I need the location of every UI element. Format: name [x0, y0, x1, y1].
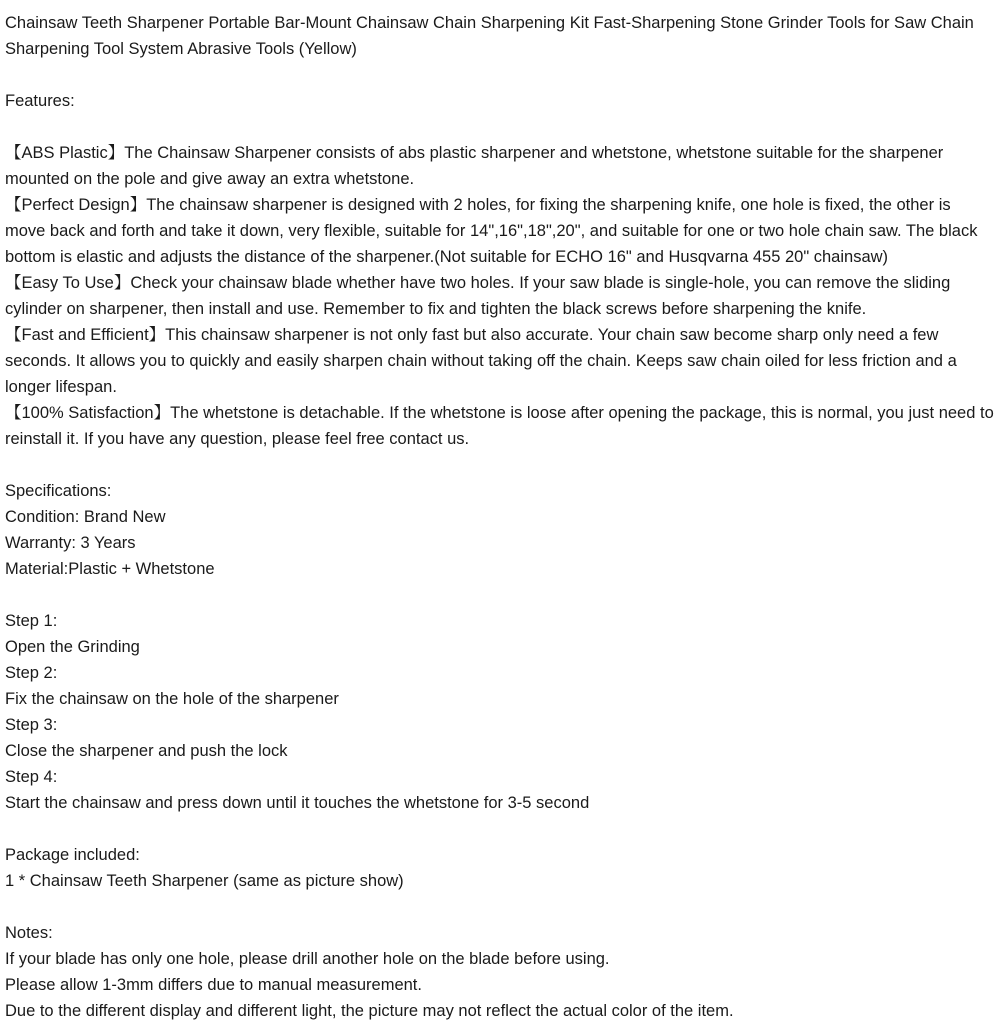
- spacer: [5, 894, 994, 920]
- package-heading: Package included:: [5, 846, 140, 864]
- specification-item: Material:Plastic + Whetstone: [5, 560, 215, 578]
- step-text: Fix the chainsaw on the hole of the sharpener: [5, 690, 339, 708]
- specifications-heading: Specifications:: [5, 482, 112, 500]
- note-item: Due to the different display and different light, the picture may not reflect the actual color of the item.: [5, 1002, 734, 1020]
- notes-heading: Notes:: [5, 924, 53, 942]
- note-item: Please allow 1-3mm differs due to manual measurement.: [5, 976, 422, 994]
- feature-item: 【Perfect Design】The chainsaw sharpener is designed with 2 holes, for fixing the sharpening knife, one hole is fixed, the other is move back and forth and take it down, very flexible, suitable for 14",16",18",20", and suitable for one or two hole chain saw. The black bottom is elastic and adjusts the distance of the sharpener.(Not suitable for ECHO 16" and Husqvarna 455 20" chainsaw): [5, 196, 978, 266]
- specification-item: Warranty: 3 Years: [5, 534, 136, 552]
- feature-item: 【Fast and Efficient】This chainsaw sharpener is not only fast but also accurate. Your chain saw become sharp only need a few seconds. It allows you to quickly and easily sharpen chain without taking off the chain. Keeps saw chain oiled for less friction and a longer lifespan.: [5, 326, 957, 396]
- spacer: [5, 114, 994, 140]
- step-label: Step 4:: [5, 768, 58, 786]
- step-text: Start the chainsaw and press down until it touches the whetstone for 3-5 second: [5, 794, 590, 812]
- step-text: Open the Grinding: [5, 638, 140, 656]
- step-label: Step 1:: [5, 612, 58, 630]
- spacer: [5, 816, 994, 842]
- step-label: Step 3:: [5, 716, 58, 734]
- features-heading: Features:: [5, 92, 75, 110]
- spacer: [5, 62, 994, 88]
- spacer: [5, 582, 994, 608]
- specification-item: Condition: Brand New: [5, 508, 166, 526]
- package-item: 1 * Chainsaw Teeth Sharpener (same as picture show): [5, 872, 404, 890]
- note-item: If your blade has only one hole, please drill another hole on the blade before using.: [5, 950, 610, 968]
- spacer: [5, 452, 994, 478]
- feature-item: 【100% Satisfaction】The whetstone is detachable. If the whetstone is loose after opening the package, this is normal, you just need to reinstall it. If you have any question, please feel free contact us.: [5, 404, 994, 448]
- step-label: Step 2:: [5, 664, 58, 682]
- page-title: Chainsaw Teeth Sharpener Portable Bar-Mount Chainsaw Chain Sharpening Kit Fast-Sharpening Stone Grinder Tools for Saw Chain Sharpening Tool System Abrasive Tools (Yellow): [5, 14, 974, 58]
- step-text: Close the sharpener and push the lock: [5, 742, 288, 760]
- feature-item: 【Easy To Use】Check your chainsaw blade whether have two holes. If your saw blade is single-hole, you can remove the sliding cylinder on sharpener, then install and use. Remember to fix and tighten the black screws before sharpening the knife.: [5, 274, 951, 318]
- feature-item: 【ABS Plastic】The Chainsaw Sharpener consists of abs plastic sharpener and whetstone, whetstone suitable for the sharpener mounted on the pole and give away an extra whetstone.: [5, 144, 944, 188]
